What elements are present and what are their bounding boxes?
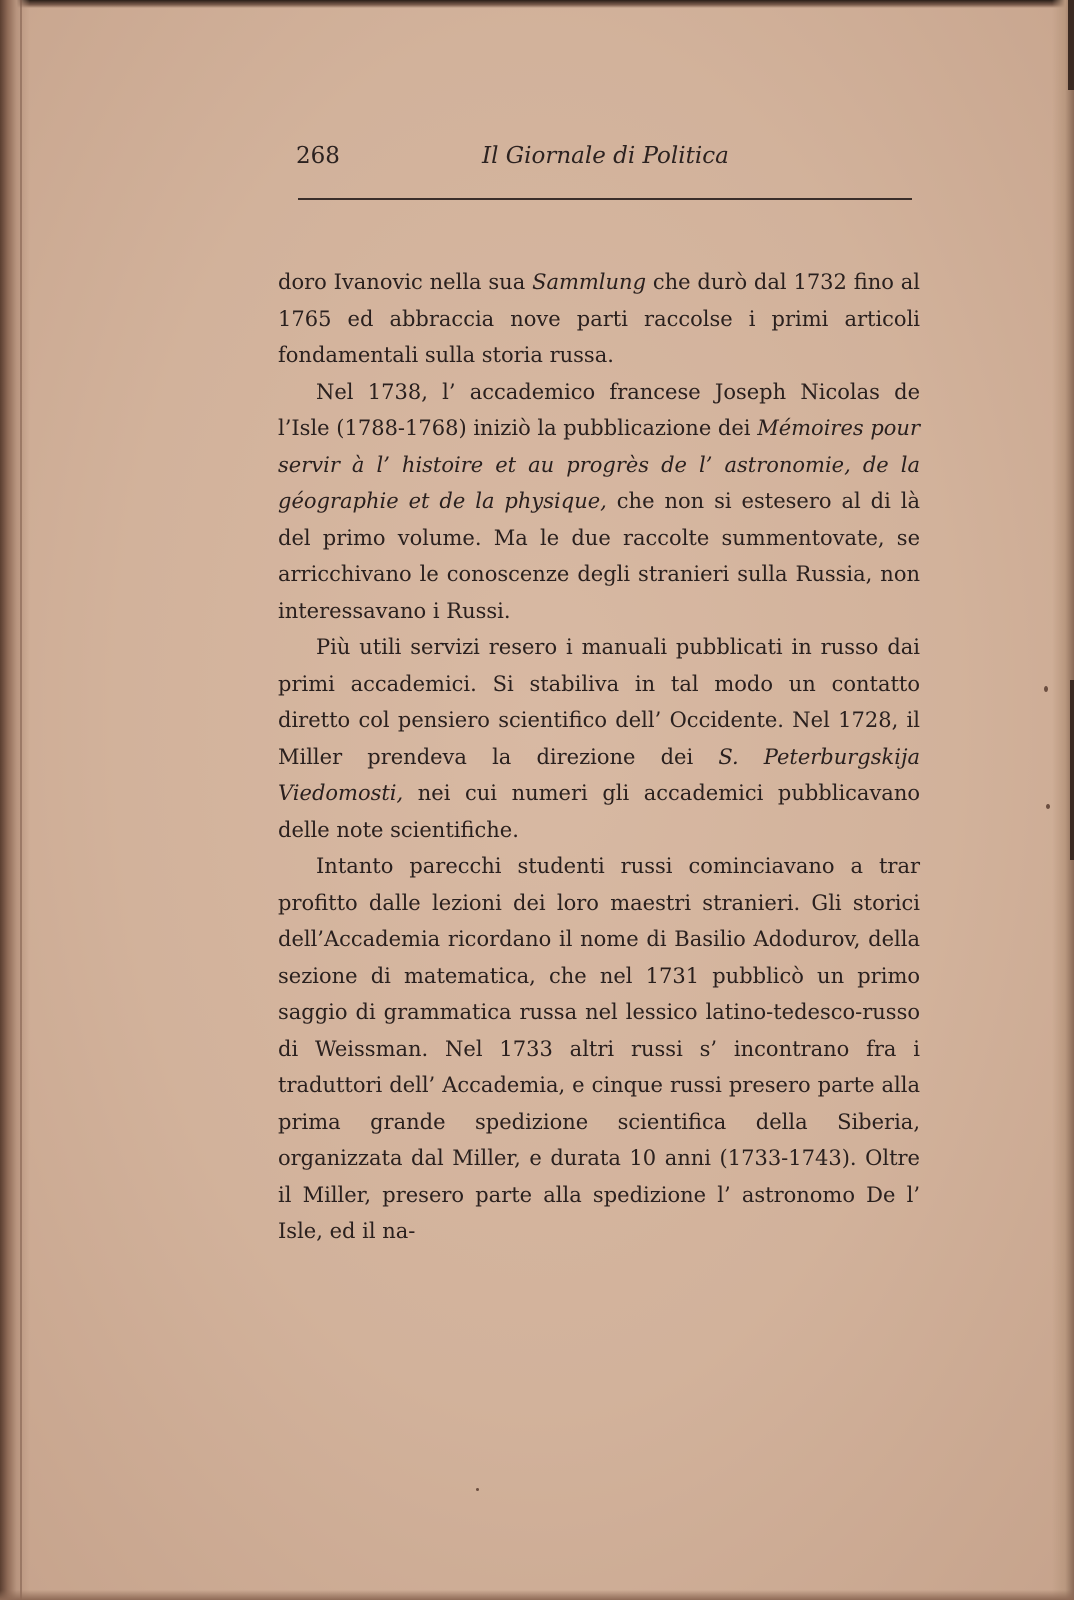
paragraph-text: che non si estesero al di là del primo volume. Ma le due raccolte summentovate, se arricchivano le conoscenze degli stranieri sulla Russia, non interessavano i Russi. — [278, 489, 921, 623]
paper-speck — [476, 1488, 479, 1491]
italic-title: S. Peterburgskija Viedomosti, — [278, 744, 920, 805]
italic-title: Mémoires pour servir à l’ histoire et au progrès de l’ astronomie, de la géographie et de la physique, — [278, 416, 920, 513]
italic-title: Sammlung — [532, 270, 647, 294]
page-header — [296, 143, 916, 179]
page-number: 268 — [296, 143, 340, 169]
binding-edge — [0, 0, 30, 1600]
paragraph-2 — [278, 374, 920, 630]
paragraph-text: doro Ivanovic nella sua — [278, 270, 533, 294]
paragraph-text: che durò dal 1732 fino al 1765 ed abbraccia nove parti raccolse i primi articoli fondamentali sulla storia russa. — [278, 270, 921, 367]
right-edge-mark — [1070, 680, 1074, 860]
paragraph-1 — [278, 264, 920, 374]
page-top-edge — [0, 0, 1074, 8]
running-title: Il Giornale di Politica — [482, 143, 729, 169]
paragraph-text: Intanto parecchi studenti russi cominciavano a trar profitto dalle lezioni dei loro maestri stranieri. Gli storici dell’Accademia ricordano il nome di Basilio Adodurov, della sezione di matematica, che nel 1731 pubblicò un primo saggio di grammatica russa nel lessico latino-tedesco-russo di Weissman. Nel 1733 altri russi s’ incontrano fra i traduttori dell’ Accademia, e cinque russi presero parte alla prima grande spedizione scientifica della Siberia, organizzata dal Miller, e durata 10 anni (1733-1743). Oltre il Miller, presero parte alla spedizione l’ astronomo De l’ Isle, ed il na- — [278, 854, 920, 1243]
paragraph-text: Nel 1738, l’ accademico francese Joseph Nicolas de l’Isle (1788-1768) iniziò la pubblicazione dei — [278, 379, 920, 440]
body-text — [278, 264, 920, 1250]
right-edge-mark — [1068, 0, 1074, 90]
page-bottom-edge — [0, 1590, 1074, 1600]
paragraph-text: Più utili servizi resero i manuali pubblicati in russo dai primi accademici. Si stabiliva in tal modo un contatto diretto col pensiero scientifico dell’ Occidente. Nel 1728, il Miller prendeva la direzione dei — [278, 635, 920, 769]
paragraph-4 — [278, 848, 920, 1250]
header-rule — [298, 198, 912, 200]
binding-line — [20, 0, 22, 1600]
paper-speck — [1046, 804, 1050, 809]
paper-speck — [1044, 686, 1048, 692]
paragraph-3 — [278, 629, 920, 848]
paragraph-text: nei cui numeri gli accademici pubblicavano delle note scientifiche. — [278, 781, 920, 842]
